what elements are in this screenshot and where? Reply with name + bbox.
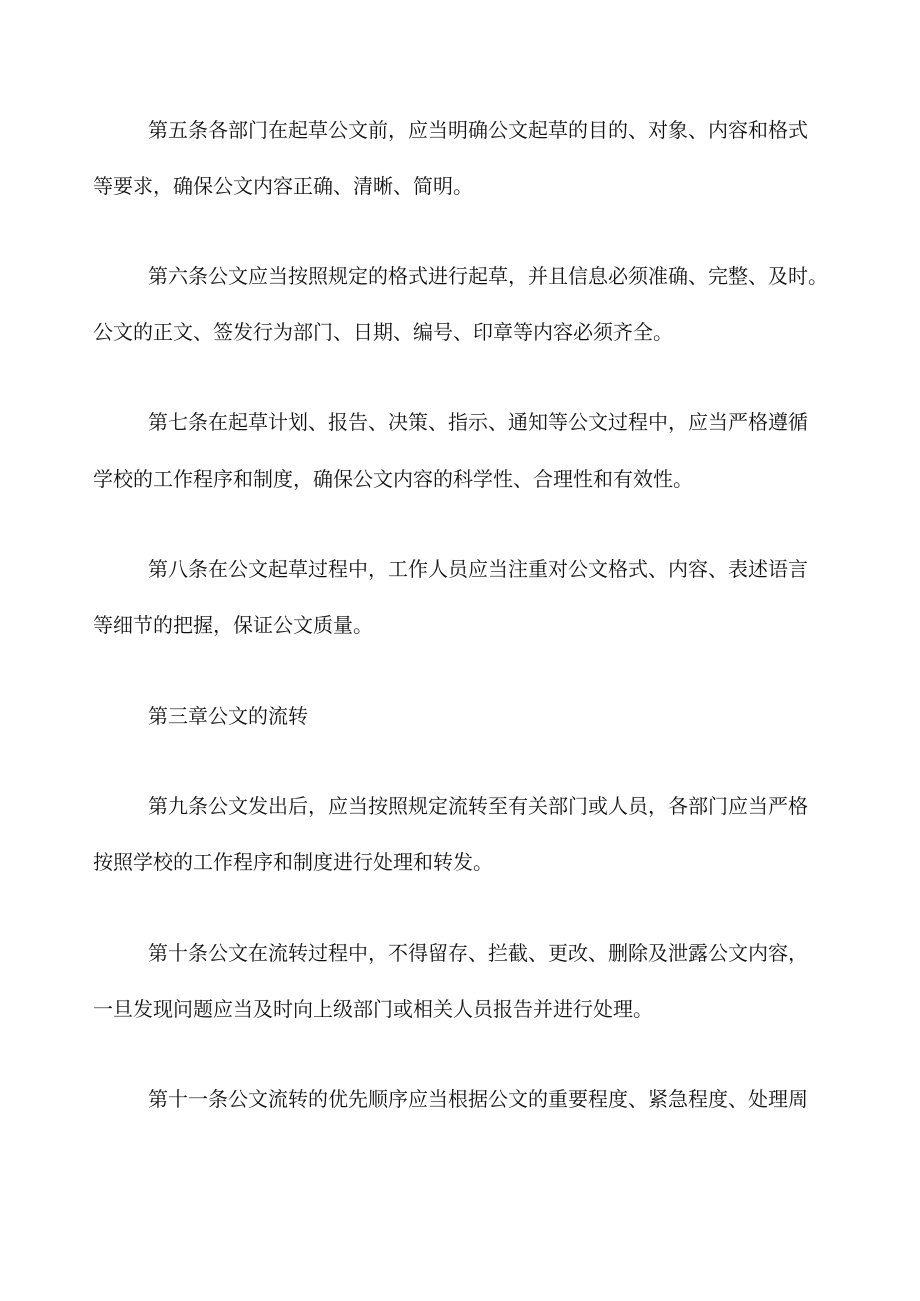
article-7-line-2: 学校的工作程序和制度，确保公文内容的科学性、合理性和有效性。 bbox=[93, 467, 693, 491]
article-7-line-1: 第七条在起草计划、报告、决策、指示、通知等公文过程中，应当严格遵循 bbox=[148, 410, 808, 434]
article-9-line-2: 按照学校的工作程序和制度进行处理和转发。 bbox=[93, 850, 493, 874]
article-10-line-1: 第十条公文在流转过程中，不得留存、拦截、更改、删除及泄露公文内容， bbox=[148, 941, 808, 965]
article-8-line-1: 第八条在公文起草过程中，工作人员应当注重对公文格式、内容、表述语言 bbox=[148, 557, 808, 581]
article-5-line-2: 等要求，确保公文内容正确、清晰、简明。 bbox=[93, 174, 473, 198]
article-11-line-1: 第十一条公文流转的优先顺序应当根据公文的重要程度、紧急程度、处理周 bbox=[148, 1087, 808, 1111]
article-6-line-1: 第六条公文应当按照规定的格式进行起草，并且信息必须准确、完整、及时。 bbox=[148, 264, 828, 288]
article-5-line-1: 第五条各部门在起草公文前，应当明确公文起草的目的、对象、内容和格式 bbox=[148, 118, 808, 142]
article-8-line-2: 等细节的把握，保证公文质量。 bbox=[93, 613, 373, 637]
article-6-line-2: 公文的正文、签发行为部门、日期、编号、印章等内容必须齐全。 bbox=[93, 320, 673, 344]
article-9-line-1: 第九条公文发出后，应当按照规定流转至有关部门或人员，各部门应当严格 bbox=[148, 794, 808, 818]
chapter-3-heading: 第三章公文的流转 bbox=[148, 704, 308, 728]
article-10-line-2: 一旦发现问题应当及时向上级部门或相关人员报告并进行处理。 bbox=[93, 997, 653, 1021]
